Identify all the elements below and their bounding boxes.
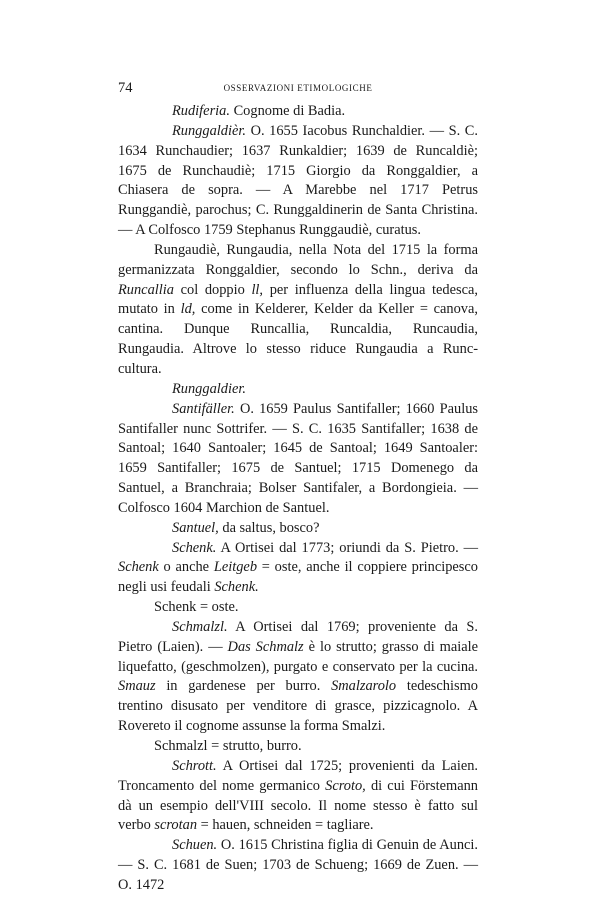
entry-text: = hauen, schneiden = tagliare. (200, 817, 374, 834)
paragraph-text: col doppio (180, 281, 245, 298)
entry-text: O. 1615 Christina figlia di Genuin de Aunci. — S. C. 1681 de Suen; 1703 de Schueng; 1669 de Zuen. — O. 1472 (118, 837, 478, 893)
entry-text: è lo strutto; grasso di maiale liquefatto, (geschmolzen), purgato e conservato per la cucina. (118, 638, 478, 675)
paragraph-rungaudie (118, 241, 478, 380)
italic-term: Smalzarolo (331, 678, 397, 695)
paragraph-text: per influenza della lingua tedesca, mutato in (118, 281, 478, 318)
entry-heading: Schrott. (172, 757, 217, 774)
entry-schuen (118, 836, 478, 896)
gloss-text: Schenk = oste. (154, 599, 239, 616)
entry-heading: Schenk. (172, 539, 217, 556)
entry-text: = oste, anche il coppiere principesco negli usi feudali (118, 559, 478, 596)
entry-santifaller (118, 400, 478, 519)
page-number: 74 (118, 80, 133, 96)
body-text (118, 102, 478, 896)
entry-heading: Schuen. (172, 837, 218, 854)
entry-heading: Runggaldier. (172, 380, 246, 397)
italic-term: ll, (251, 281, 264, 298)
entry-text: di cui Förstemann dà un esempio dell'VIII secolo. Il nome stesso è fatto sul verbo (118, 777, 478, 834)
entry-schrott (118, 757, 478, 836)
entry-schmalzl (118, 618, 478, 737)
italic-term: ld, (180, 301, 196, 318)
italic-term: Smauz (118, 678, 156, 695)
entry-rudiferia (118, 102, 478, 122)
italic-term: Schenk. (214, 579, 259, 596)
entry-heading: Schmalzl. (172, 618, 228, 635)
running-head: OSSERVAZIONI ETIMOLOGICHE (223, 83, 373, 93)
entry-text: da saltus, bosco? (222, 519, 320, 536)
gloss-text: Schmalzl = strutto, burro. (154, 738, 302, 754)
page-header (118, 80, 478, 100)
entry-heading: Santifäller. (172, 400, 235, 417)
entry-text: A Ortisei dal 1773; oriundi da S. Pietro. — (220, 539, 478, 556)
italic-term: scrotan (154, 817, 198, 834)
entry-text: O. 1655 Iacobus Runchaldier. — S. C. 1634 Runchaudier; 1637 Runkaldier; 1639 de Runcaldiè; 1675 de Runchaudiè; 1715 Giorgio da Ronggaldier, a Chiasera de sopra. — A Marebbe nel 1717 Petrus Runggandiè, parochus; C. Runggaldinerin de Santa Christina. — A Colfosco 1759 Stephanus Runggaudiè, curatus. (118, 122, 478, 239)
italic-term: Scroto, (325, 777, 366, 794)
entry-text: O. 1659 Paulus Santifaller; 1660 Paulus Santifaller nunc Sottrifer. — S. C. 1635 Santifaller; 1638 de Santoal; 1640 Santoaler; 1645 de Santoal; 1649 Santoaler: 1659 Santifaller; 1675 de Santuel; 1715 Domenego da Santuel, a Branchraia; Bolser Santifaler, a Bordongieia. — Colfosco 1604 Marchion de Santuel. (118, 400, 478, 516)
entry-text: in gardenese per burro. (166, 678, 321, 695)
paragraph-text: come in Kelderer, Kelder da Keller = canova, cantina. Dunque Runcallia, Runcaldia, Runcaudia, Rungaudia. Altrove lo stesso riduce Rungaudia a Runc-cultura. (118, 301, 478, 377)
italic-term: Schenk (118, 559, 159, 576)
entry-text: o anche (163, 559, 210, 576)
entry-heading: Santuel, (172, 519, 219, 536)
paragraph-text: Rungaudiè, Rungaudia, nella Nota del 1715 la forma germanizzata Ronggaldier, secondo lo Schn., deriva da (118, 241, 478, 278)
entry-heading: Runggaldièr. (172, 122, 246, 139)
entry-text: Cognome di Badia. (233, 103, 346, 119)
entry-text: tedeschismo trentino disusato per venditore di grasce, pizzicagnolo. A Rovereto il cognome assunse la forma Smalzi. (118, 678, 478, 735)
entry-runggaldier-2 (118, 380, 478, 400)
italic-term: Das Schmalz (227, 638, 304, 655)
entry-text: A Ortisei dal 1725; provenienti da Laien. Troncamento del nome germanico (118, 757, 478, 794)
italic-term: Runcallia (118, 281, 174, 298)
entry-schenk (118, 539, 478, 599)
entry-heading: Rudiferia. (172, 103, 230, 119)
entry-runggaldier (118, 122, 478, 241)
gloss-schmalzl (118, 737, 478, 757)
entry-text: A Ortisei dal 1769; proveniente da S. Pietro (Laien). — (118, 618, 478, 655)
entry-santuel (118, 519, 478, 539)
italic-term: Leitgeb (213, 559, 258, 576)
gloss-schenk (118, 598, 478, 618)
